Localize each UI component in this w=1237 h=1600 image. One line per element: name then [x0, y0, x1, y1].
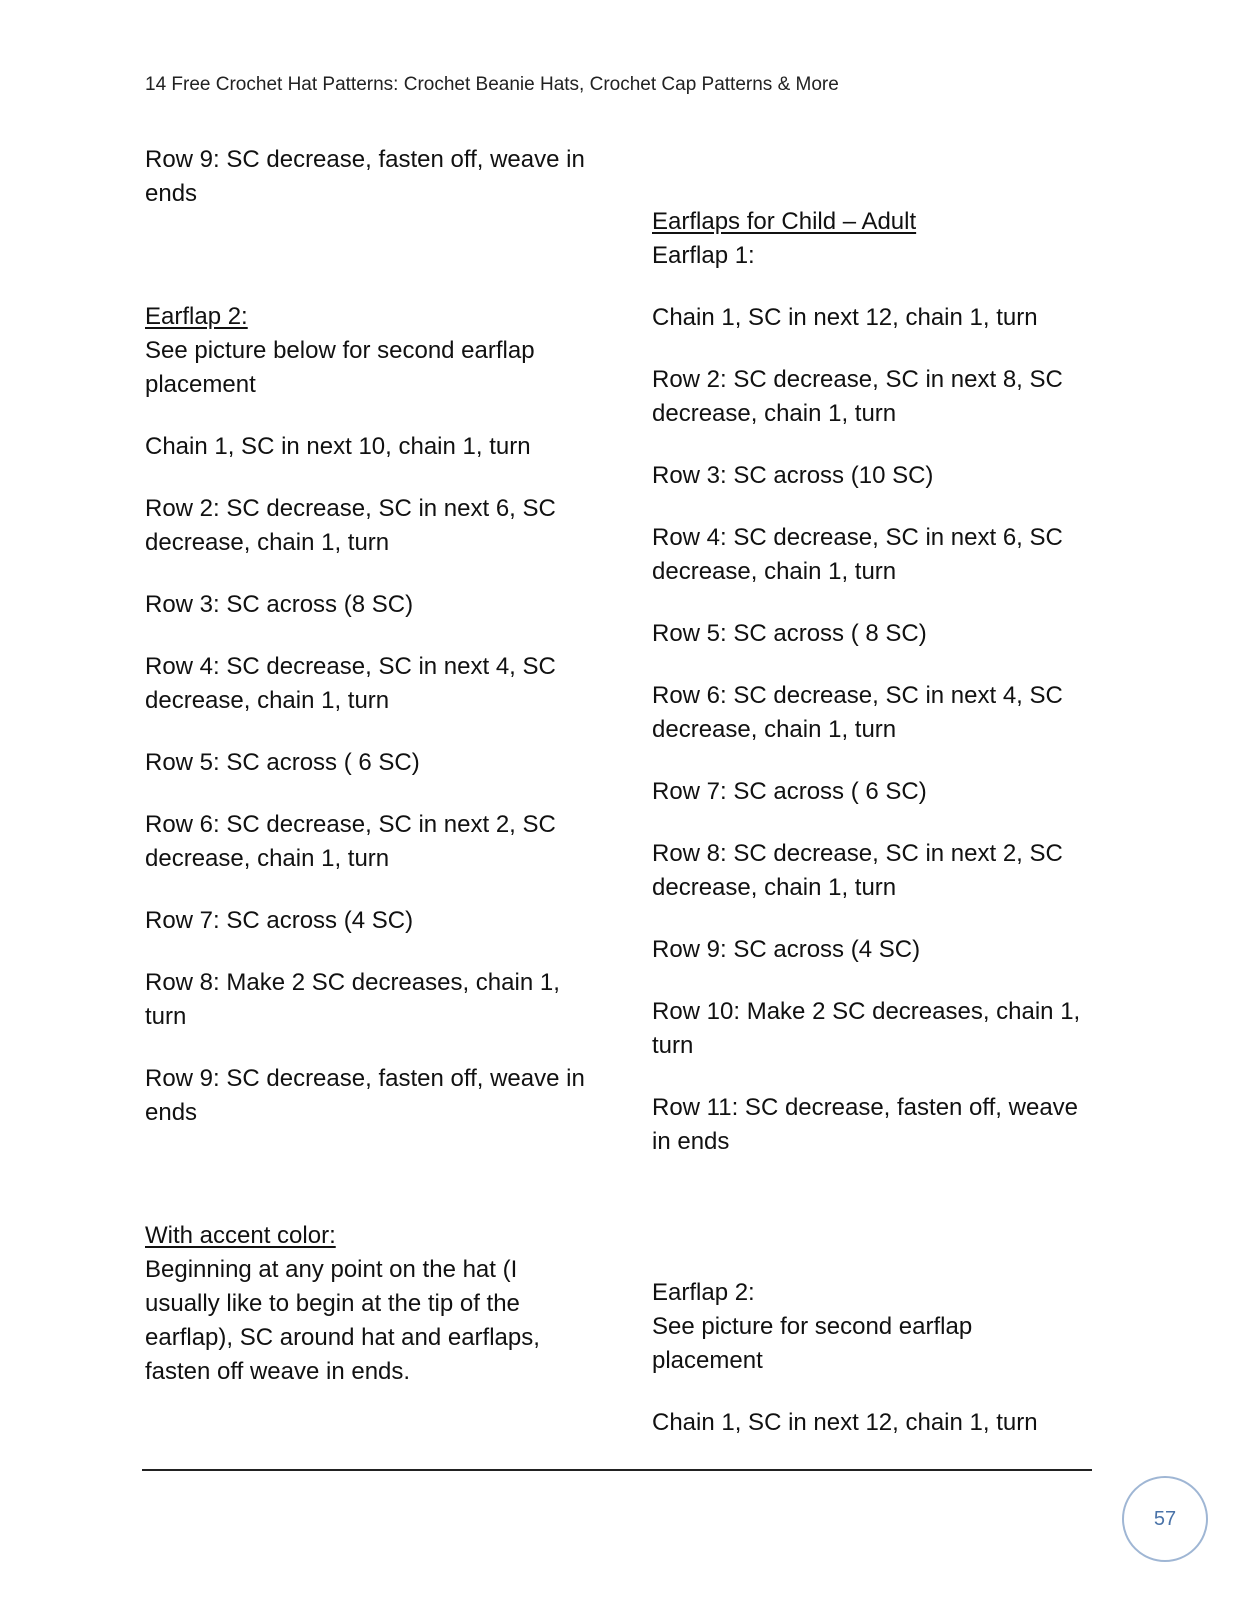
left-earflap2-heading: Earflap 2: [145, 303, 248, 330]
left-row: Row 9: SC decrease, fasten off, weave in ends [145, 1065, 585, 1126]
right-row: Row 11: SC decrease, fasten off, weave in ends [652, 1094, 1079, 1155]
right-earflap2-first-row: Chain 1, SC in next 12, chain 1, turn [652, 1409, 1038, 1436]
right-row: Chain 1, SC in next 12, chain 1, turn [652, 304, 1038, 331]
right-row: Row 10: Make 2 SC decreases, chain 1, turn [652, 998, 1081, 1059]
right-earflap2-label: Earflap 2: [652, 1279, 755, 1306]
earflaps-section-heading: Earflaps for Child – Adult [652, 208, 917, 235]
left-intro-row9: Row 9: SC decrease, fasten off, weave in ends [145, 146, 585, 207]
right-earflap2-note: See picture for second earflap placement [652, 1313, 973, 1374]
left-row: Row 8: Make 2 SC decreases, chain 1, turn [145, 969, 560, 1030]
left-row: Row 4: SC decrease, SC in next 4, SC decrease, chain 1, turn [145, 653, 556, 714]
right-row: Row 8: SC decrease, SC in next 2, SC decrease, chain 1, turn [652, 840, 1063, 901]
left-earflap2-note: See picture below for second earflap placement [145, 337, 535, 398]
right-row: Row 2: SC decrease, SC in next 8, SC decrease, chain 1, turn [652, 366, 1063, 427]
left-row: Row 6: SC decrease, SC in next 2, SC decrease, chain 1, turn [145, 811, 556, 872]
accent-color-heading: With accent color: [145, 1222, 336, 1249]
running-header: 14 Free Crochet Hat Patterns: Crochet Beanie Hats, Crochet Cap Patterns & More [145, 74, 839, 95]
right-row: Row 9: SC across (4 SC) [652, 936, 921, 963]
left-row: Row 5: SC across ( 6 SC) [145, 749, 420, 776]
left-row: Row 2: SC decrease, SC in next 6, SC decrease, chain 1, turn [145, 495, 556, 556]
page-number-badge [1122, 1476, 1208, 1562]
left-row: Chain 1, SC in next 10, chain 1, turn [145, 433, 531, 460]
left-row: Row 7: SC across (4 SC) [145, 907, 414, 934]
footer-divider [142, 1469, 1092, 1471]
right-column [652, 205, 1082, 1440]
left-column [145, 143, 595, 1389]
right-row: Row 7: SC across ( 6 SC) [652, 778, 927, 805]
left-row: Row 3: SC across (8 SC) [145, 591, 414, 618]
page-number: 57 [1153, 1507, 1177, 1530]
earflap1-label: Earflap 1: [652, 242, 755, 269]
right-row: Row 4: SC decrease, SC in next 6, SC decrease, chain 1, turn [652, 524, 1063, 585]
right-row: Row 6: SC decrease, SC in next 4, SC decrease, chain 1, turn [652, 682, 1063, 743]
right-row: Row 5: SC across ( 8 SC) [652, 620, 927, 647]
accent-color-instructions: Beginning at any point on the hat (I usually like to begin at the tip of the earflap), SC around hat and earflaps, fasten off weave in ends. [145, 1256, 540, 1385]
right-row: Row 3: SC across (10 SC) [652, 462, 934, 489]
